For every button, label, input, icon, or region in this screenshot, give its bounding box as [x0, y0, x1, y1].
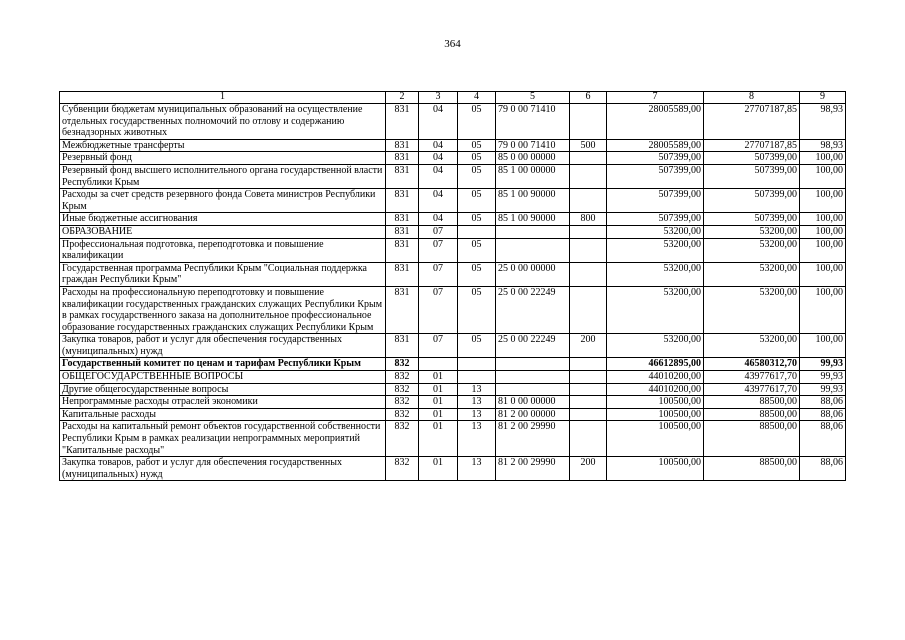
row-code-admin: 831 [386, 262, 419, 286]
row-code-subsection: 05 [458, 262, 496, 286]
row-percent: 98,93 [800, 104, 846, 140]
row-code-admin: 832 [386, 358, 419, 371]
row-amount-planned: 507399,00 [607, 152, 704, 165]
row-code-section: 01 [419, 396, 458, 409]
row-amount-executed: 27707187,85 [704, 139, 800, 152]
row-code-target: 85 0 00 00000 [496, 152, 570, 165]
row-code-section: 07 [419, 225, 458, 238]
row-code-target [496, 238, 570, 262]
row-amount-executed: 46580312,70 [704, 358, 800, 371]
row-code-section: 07 [419, 334, 458, 358]
row-code-section: 04 [419, 152, 458, 165]
row-code-subsection: 13 [458, 383, 496, 396]
row-code-target: 85 1 00 90000 [496, 189, 570, 213]
row-code-section: 07 [419, 262, 458, 286]
row-amount-planned: 44010200,00 [607, 383, 704, 396]
row-amount-executed: 27707187,85 [704, 104, 800, 140]
row-amount-planned: 507399,00 [607, 213, 704, 226]
column-header: 6 [570, 92, 607, 104]
row-code-target: 25 0 00 22249 [496, 286, 570, 333]
row-code-target: 25 0 00 22249 [496, 334, 570, 358]
row-code-expense-type [570, 238, 607, 262]
row-name: Закупка товаров, работ и услуг для обеспечения государственных (муниципальных) нужд [60, 457, 386, 481]
table-row [60, 164, 846, 188]
row-percent: 100,00 [800, 286, 846, 333]
row-amount-planned: 507399,00 [607, 189, 704, 213]
row-code-target: 81 2 00 29990 [496, 421, 570, 457]
row-code-expense-type [570, 152, 607, 165]
table-row [60, 225, 846, 238]
row-code-section: 01 [419, 383, 458, 396]
row-code-expense-type: 500 [570, 139, 607, 152]
row-percent: 100,00 [800, 164, 846, 188]
row-code-expense-type [570, 396, 607, 409]
row-code-expense-type [570, 421, 607, 457]
row-code-section: 04 [419, 104, 458, 140]
table-row [60, 139, 846, 152]
column-header: 4 [458, 92, 496, 104]
row-code-section: 01 [419, 408, 458, 421]
row-code-subsection: 05 [458, 152, 496, 165]
table-row [60, 334, 846, 358]
row-code-target: 85 1 00 00000 [496, 164, 570, 188]
row-code-admin: 831 [386, 238, 419, 262]
row-percent: 99,93 [800, 371, 846, 384]
row-code-subsection: 13 [458, 457, 496, 481]
row-code-admin: 832 [386, 371, 419, 384]
row-amount-executed: 53200,00 [704, 225, 800, 238]
row-code-admin: 832 [386, 408, 419, 421]
row-code-expense-type [570, 225, 607, 238]
row-code-expense-type [570, 371, 607, 384]
table-body [60, 104, 846, 481]
row-code-admin: 831 [386, 334, 419, 358]
row-code-admin: 831 [386, 104, 419, 140]
row-code-expense-type [570, 164, 607, 188]
budget-table [59, 91, 846, 481]
row-amount-planned: 46612895,00 [607, 358, 704, 371]
row-percent: 100,00 [800, 225, 846, 238]
row-amount-executed: 53200,00 [704, 262, 800, 286]
row-code-subsection [458, 371, 496, 384]
table-row [60, 396, 846, 409]
page-number: 364 [444, 38, 461, 50]
row-amount-planned: 53200,00 [607, 334, 704, 358]
table-row [60, 152, 846, 165]
row-code-subsection: 13 [458, 421, 496, 457]
column-header: 8 [704, 92, 800, 104]
row-name: Субвенции бюджетам муниципальных образований на осуществление отдельных государственных полномочий по отлову и содержанию безнадзорных животных [60, 104, 386, 140]
row-code-subsection [458, 358, 496, 371]
column-header: 7 [607, 92, 704, 104]
row-code-subsection: 05 [458, 286, 496, 333]
row-name: Межбюджетные трансферты [60, 139, 386, 152]
row-amount-planned: 53200,00 [607, 238, 704, 262]
row-code-admin: 832 [386, 457, 419, 481]
row-code-expense-type: 800 [570, 213, 607, 226]
row-name: Непрограммные расходы отраслей экономики [60, 396, 386, 409]
row-name: Профессиональная подготовка, переподготовка и повышение квалификации [60, 238, 386, 262]
row-percent: 100,00 [800, 152, 846, 165]
row-amount-executed: 507399,00 [704, 189, 800, 213]
row-name: Иные бюджетные ассигнования [60, 213, 386, 226]
row-name: Другие общегосударственные вопросы [60, 383, 386, 396]
row-code-expense-type: 200 [570, 457, 607, 481]
row-code-target: 79 0 00 71410 [496, 104, 570, 140]
table-row [60, 262, 846, 286]
row-name: Расходы на профессиональную переподготовку и повышение квалификации государственных гражданских служащих Республики Крым в рамках государственного заказа на дополнительное профессиональное образование государственных гражданских служащих Республики Крым [60, 286, 386, 333]
row-code-target: 25 0 00 00000 [496, 262, 570, 286]
row-name: Расходы на капитальный ремонт объектов государственной собственности Республики Крым в рамках реализации непрограммных мероприятий "Капитальные расходы" [60, 421, 386, 457]
row-percent: 100,00 [800, 213, 846, 226]
row-code-target: 81 2 00 00000 [496, 408, 570, 421]
row-code-subsection: 13 [458, 396, 496, 409]
row-name: Капитальные расходы [60, 408, 386, 421]
row-percent: 100,00 [800, 238, 846, 262]
row-code-expense-type [570, 408, 607, 421]
row-code-target: 81 0 00 00000 [496, 396, 570, 409]
row-percent: 99,93 [800, 383, 846, 396]
row-code-target [496, 371, 570, 384]
row-percent: 100,00 [800, 262, 846, 286]
row-code-admin: 831 [386, 225, 419, 238]
row-amount-planned: 507399,00 [607, 164, 704, 188]
table-header-row [60, 92, 846, 104]
row-name: Резервный фонд высшего исполнительного органа государственной власти Республики Крым [60, 164, 386, 188]
row-amount-planned: 53200,00 [607, 225, 704, 238]
row-code-target: 81 2 00 29990 [496, 457, 570, 481]
row-percent: 88,06 [800, 457, 846, 481]
row-amount-planned: 44010200,00 [607, 371, 704, 384]
row-code-section: 01 [419, 371, 458, 384]
row-code-subsection: 05 [458, 139, 496, 152]
row-code-expense-type [570, 358, 607, 371]
row-amount-executed: 507399,00 [704, 164, 800, 188]
row-amount-executed: 88500,00 [704, 408, 800, 421]
row-code-admin: 831 [386, 152, 419, 165]
row-percent: 88,06 [800, 396, 846, 409]
row-code-section [419, 358, 458, 371]
row-amount-planned: 100500,00 [607, 408, 704, 421]
table-row [60, 238, 846, 262]
row-code-section: 04 [419, 164, 458, 188]
row-amount-planned: 28005589,00 [607, 104, 704, 140]
row-name: Закупка товаров, работ и услуг для обеспечения государственных (муниципальных) нужд [60, 334, 386, 358]
row-code-admin: 831 [386, 286, 419, 333]
row-amount-planned: 53200,00 [607, 262, 704, 286]
row-code-expense-type [570, 383, 607, 396]
row-amount-executed: 53200,00 [704, 238, 800, 262]
row-percent: 100,00 [800, 189, 846, 213]
row-code-expense-type: 200 [570, 334, 607, 358]
row-amount-executed: 88500,00 [704, 396, 800, 409]
row-percent: 99,93 [800, 358, 846, 371]
row-code-subsection: 13 [458, 408, 496, 421]
row-amount-executed: 88500,00 [704, 457, 800, 481]
table-row [60, 457, 846, 481]
table-row [60, 213, 846, 226]
row-amount-planned: 100500,00 [607, 396, 704, 409]
row-code-target [496, 358, 570, 371]
table-row [60, 383, 846, 396]
row-code-admin: 832 [386, 396, 419, 409]
row-amount-planned: 100500,00 [607, 421, 704, 457]
row-code-target [496, 225, 570, 238]
row-code-section: 04 [419, 139, 458, 152]
row-amount-executed: 507399,00 [704, 152, 800, 165]
table-row [60, 371, 846, 384]
row-amount-planned: 53200,00 [607, 286, 704, 333]
row-amount-planned: 100500,00 [607, 457, 704, 481]
column-header: 2 [386, 92, 419, 104]
column-header: 9 [800, 92, 846, 104]
table-row [60, 408, 846, 421]
row-name: Резервный фонд [60, 152, 386, 165]
row-name: ОБЩЕГОСУДАРСТВЕННЫЕ ВОПРОСЫ [60, 371, 386, 384]
row-percent: 98,93 [800, 139, 846, 152]
row-code-admin: 832 [386, 421, 419, 457]
row-name: Государственный комитет по ценам и тарифам Республики Крым [60, 358, 386, 371]
row-percent: 88,06 [800, 408, 846, 421]
row-name: ОБРАЗОВАНИЕ [60, 225, 386, 238]
row-code-subsection [458, 225, 496, 238]
row-amount-executed: 43977617,70 [704, 371, 800, 384]
row-code-target: 85 1 00 90000 [496, 213, 570, 226]
row-code-section: 04 [419, 213, 458, 226]
row-percent: 88,06 [800, 421, 846, 457]
row-code-subsection: 05 [458, 189, 496, 213]
row-code-admin: 831 [386, 164, 419, 188]
row-code-expense-type [570, 262, 607, 286]
row-amount-executed: 88500,00 [704, 421, 800, 457]
row-amount-planned: 28005589,00 [607, 139, 704, 152]
row-code-subsection: 05 [458, 238, 496, 262]
table-row [60, 358, 846, 371]
row-code-subsection: 05 [458, 213, 496, 226]
row-code-admin: 832 [386, 383, 419, 396]
row-code-section: 01 [419, 457, 458, 481]
row-code-target [496, 383, 570, 396]
row-code-subsection: 05 [458, 334, 496, 358]
column-header: 5 [496, 92, 570, 104]
row-code-section: 07 [419, 238, 458, 262]
row-code-target: 79 0 00 71410 [496, 139, 570, 152]
row-code-subsection: 05 [458, 164, 496, 188]
row-code-section: 07 [419, 286, 458, 333]
table-row [60, 189, 846, 213]
table-row [60, 421, 846, 457]
row-amount-executed: 507399,00 [704, 213, 800, 226]
row-code-expense-type [570, 286, 607, 333]
row-code-subsection: 05 [458, 104, 496, 140]
row-amount-executed: 53200,00 [704, 286, 800, 333]
row-amount-executed: 43977617,70 [704, 383, 800, 396]
row-code-admin: 831 [386, 213, 419, 226]
row-code-section: 04 [419, 189, 458, 213]
column-header: 3 [419, 92, 458, 104]
table-row [60, 104, 846, 140]
row-name: Государственная программа Республики Крым "Социальная поддержка граждан Республики Крым" [60, 262, 386, 286]
row-code-admin: 831 [386, 139, 419, 152]
row-name: Расходы за счет средств резервного фонда Совета министров Республики Крым [60, 189, 386, 213]
column-header: 1 [60, 92, 386, 104]
row-code-admin: 831 [386, 189, 419, 213]
table-row [60, 286, 846, 333]
row-percent: 100,00 [800, 334, 846, 358]
row-code-expense-type [570, 104, 607, 140]
row-code-section: 01 [419, 421, 458, 457]
row-amount-executed: 53200,00 [704, 334, 800, 358]
row-code-expense-type [570, 189, 607, 213]
